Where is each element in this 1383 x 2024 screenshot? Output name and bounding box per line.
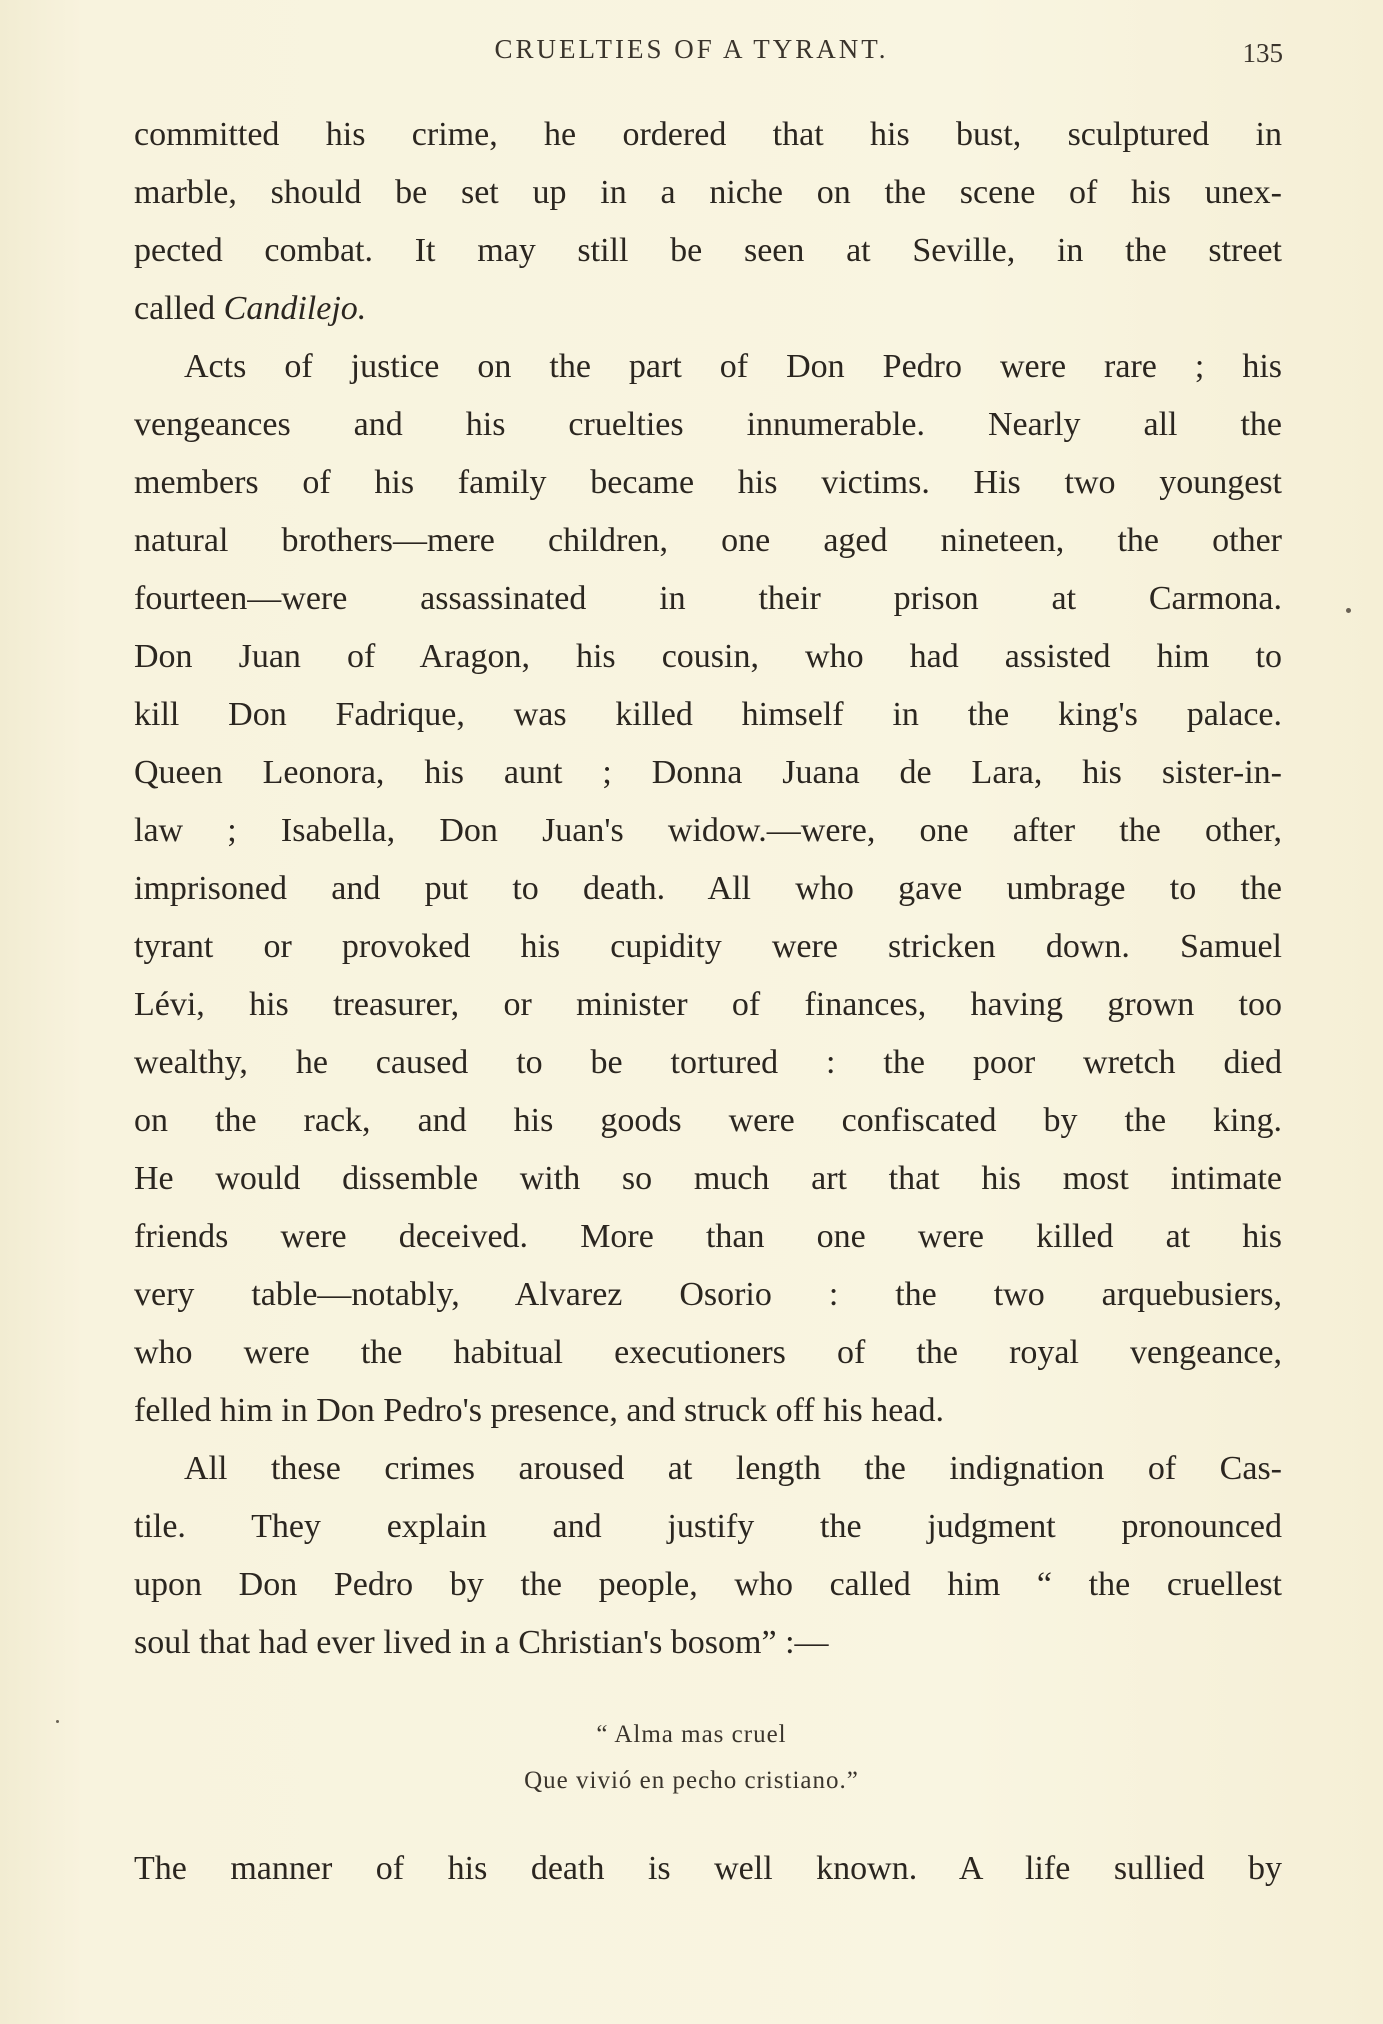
text-line: felled him in Don Pedro's presence, and struck off his head. — [134, 1392, 944, 1429]
text-line: marble, should be set up in a niche on the scene of his unex- — [134, 174, 1282, 211]
text-line: Don Juan of Aragon, his cousin, who had assisted him to — [134, 638, 1282, 675]
text-line: The manner of his death is well known. A life sullied by — [134, 1850, 1282, 1887]
text-line: on the rack, and his goods were confiscated by the king. — [134, 1102, 1282, 1139]
text-line: tile. They explain and justify the judgment pronounced — [134, 1508, 1282, 1545]
italic-street-name: Candilejo. — [223, 290, 367, 327]
page-number: 135 — [1242, 38, 1283, 68]
text-line: law ; Isabella, Don Juan's widow.—were, one after the other, — [134, 812, 1282, 849]
text-line: committed his crime, he ordered that his bust, sculptured in — [134, 116, 1282, 153]
text-line: All these crimes aroused at length the indignation of Cas- — [184, 1450, 1282, 1487]
text-line: tyrant or provoked his cupidity were stricken down. Samuel — [134, 928, 1282, 965]
text-line: who were the habitual executioners of the royal vengeance, — [134, 1334, 1282, 1371]
text-line: natural brothers—mere children, one aged nineteen, the other — [134, 522, 1282, 559]
text-line: imprisoned and put to death. All who gave umbrage to the — [134, 870, 1282, 907]
text-line: fourteen—were assassinated in their prison at Carmona. — [134, 580, 1282, 617]
text-fragment: called — [134, 290, 224, 327]
paragraph-2 — [134, 338, 1282, 1440]
paragraph-3 — [134, 1440, 1282, 1672]
text-line: Acts of justice on the part of Don Pedro were rare ; his — [184, 348, 1282, 385]
text-line: very table—notably, Alvarez Osorio : the two arquebusiers, — [134, 1276, 1282, 1313]
text-line: kill Don Fadrique, was killed himself in the king's palace. — [134, 696, 1282, 733]
paper-speck — [1346, 608, 1351, 613]
text-line: wealthy, he caused to be tortured : the poor wretch died — [134, 1044, 1282, 1081]
verse-quotation — [0, 1712, 1383, 1804]
text-line: soul that had ever lived in a Christian's bosom” :— — [134, 1624, 829, 1661]
text-line: vengeances and his cruelties innumerable. Nearly all the — [134, 406, 1282, 443]
text-line: Lévi, his treasurer, or minister of finances, having grown too — [134, 986, 1282, 1023]
text-line: friends were deceived. More than one were killed at his — [134, 1218, 1282, 1255]
text-line: He would dissemble with so much art that his most intimate — [134, 1160, 1282, 1197]
final-paragraph — [134, 1840, 1282, 1898]
text-line: pected combat. It may still be seen at Seville, in the street — [134, 232, 1282, 269]
text-line: upon Don Pedro by the people, who called him “ the cruellest — [134, 1566, 1282, 1603]
body-text — [134, 106, 1282, 1672]
text-line — [134, 280, 1282, 338]
running-head — [0, 34, 1383, 74]
paragraph-1 — [134, 106, 1282, 338]
text-line: Queen Leonora, his aunt ; Donna Juana de Lara, his sister-in- — [134, 754, 1282, 791]
running-title: CRUELTIES OF A TYRANT. — [494, 34, 889, 64]
paper-speck — [56, 1720, 59, 1723]
verse-line: Que vivió en pecho cristiano.” — [524, 1767, 859, 1794]
verse-line: “ Alma mas cruel — [596, 1721, 787, 1748]
text-line: members of his family became his victims. His two youngest — [134, 464, 1282, 501]
